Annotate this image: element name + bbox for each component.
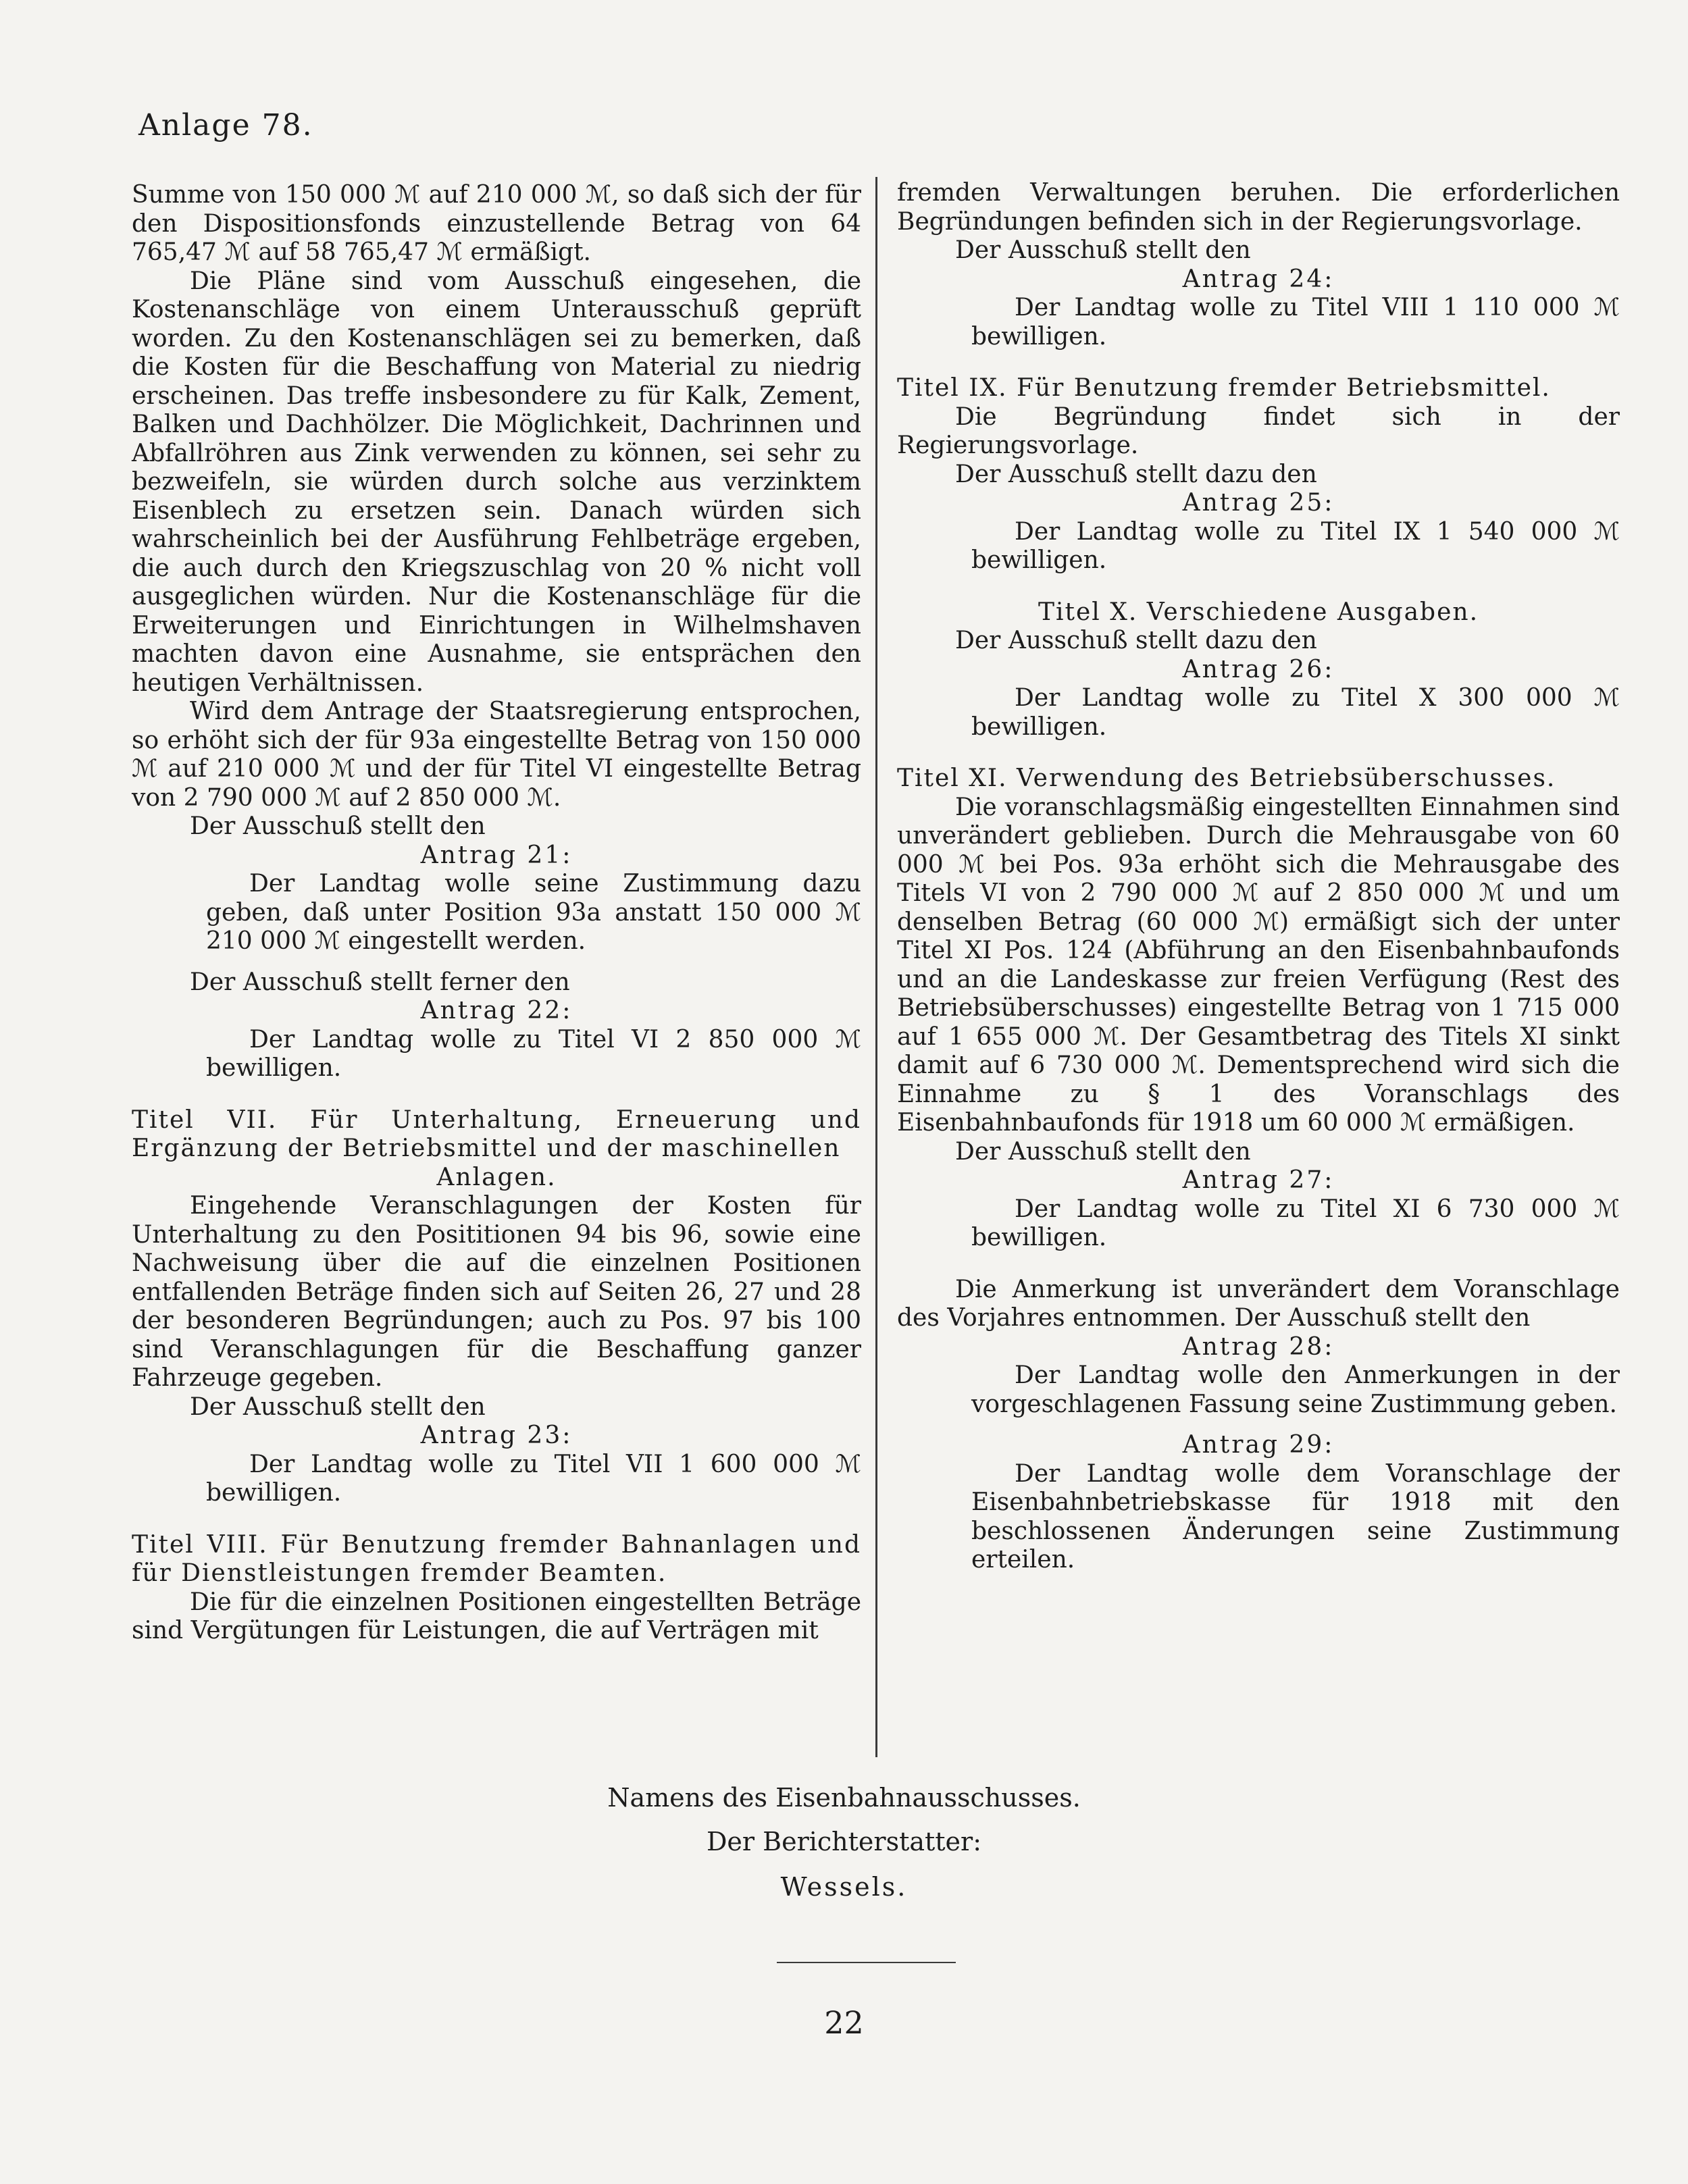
motion-body: Der Landtag wolle seine Zustimmung dazu geben, daß unter Position 93a anstatt 150 000 ℳ 210 000 ℳ eingestellt werden. [206,870,861,955]
motion-heading: Antrag 23: [420,1422,573,1449]
signature-name: Wessels. [780,1872,908,1902]
motion-body: Der Landtag wolle dem Voranschlage der Eisenbahnbetriebskasse für 1918 mit den beschlossenen Änderungen seine Zustimmung erteilen. [971,1459,1620,1574]
motion-intro: Der Ausschuß stellt den [190,812,486,840]
motion-heading: Antrag 28: [1182,1332,1335,1361]
motion-intro: Der Ausschuß stellt den [955,236,1251,264]
motion-intro: Der Ausschuß stellt dazu den [955,460,1317,488]
motion-body: Der Landtag wolle zu Titel XI 6 730 000 ℳ bewilligen. [971,1195,1620,1251]
paragraph: Summe von 150 000 ℳ auf 210 000 ℳ, so daß sich der für den Dispositionsfonds einzustellende Betrag von 64 765,47 ℳ auf 58 765,47 ℳ ermäßigt. [132,181,861,266]
left-column [132,181,861,1646]
annex-header: Anlage 78. [138,108,313,142]
motion-body: Der Landtag wolle zu Titel X 300 000 ℳ bewilligen. [971,684,1620,741]
page-number: 22 [824,2004,864,2041]
footer-rule [777,1962,956,1963]
column-divider [875,177,877,1757]
motion-heading: Antrag 21: [420,841,573,869]
section-heading: Titel IX. Für Benutzung fremder Betriebsmittel. [897,374,1551,402]
right-column [897,179,1620,1575]
motion-heading: Antrag 29: [1182,1431,1335,1459]
signature-role: Der Berichterstatter: [706,1827,982,1856]
motion-heading: Antrag 22: [420,997,573,1024]
motion-intro: Der Ausschuß stellt dazu den [955,627,1317,654]
paragraph: Die Anmerkung ist unverändert dem Voranschlage des Vorjahres entnommen. Der Ausschuß stellt den [897,1275,1620,1332]
paragraph: Die für die einzelnen Positionen eingestellten Beträge sind Vergütungen für Leistungen, die auf Verträgen mit [132,1588,861,1644]
motion-intro: Der Ausschuß stellt den [190,1393,486,1421]
paragraph: Wird dem Antrage der Staatsregierung entsprochen, so erhöht sich der für 93a eingestellte Betrag von 150 000 ℳ auf 210 000 ℳ und der für Titel VI eingestellte Betrag von 2 790 000 ℳ auf 2 850 000 ℳ. [132,698,861,812]
motion-body: Der Landtag wolle zu Titel VI 2 850 000 ℳ bewilligen. [206,1025,861,1082]
paragraph: fremden Verwaltungen beruhen. Die erforderlichen Begründungen befinden sich in der Regierungsvorlage. [897,179,1620,236]
motion-body: Der Landtag wolle zu Titel VII 1 600 000 ℳ bewilligen. [206,1450,861,1507]
motion-intro: Der Ausschuß stellt ferner den [190,968,570,996]
motion-heading: Antrag 27: [1182,1166,1335,1194]
motion-body: Der Landtag wolle den Anmerkungen in der vorgeschlagenen Fassung seine Zustimmung geben. [971,1361,1620,1418]
paragraph: Eingehende Veranschlagungen der Kosten für Unterhaltung zu den Posititionen 94 bis 96, sowie eine Nachweisung über die auf die einzelnen Positionen entfallenden Beträge finden sich auf Seiten 26, 27 und 28 der besonderen Begründungen; auch zu Pos. 97 bis 100 sind Veranschlagungen für die Beschaffung ganzer Fahrzeuge gegeben. [132,1192,861,1392]
motion-body: Der Landtag wolle zu Titel IX 1 540 000 ℳ bewilligen. [971,517,1620,574]
section-heading: Titel VIII. Für Benutzung fremder Bahnanlagen und für Dienstleistungen fremder Beamten. [132,1530,861,1587]
section-heading: Titel X. Verschiedene Ausgaben. [1038,598,1479,626]
section-heading: Titel VII. Für Unterhaltung, Erneuerung und Ergänzung der Betriebsmittel und der maschinellen [132,1106,861,1162]
motion-heading: Antrag 25: [1182,489,1335,517]
motion-intro: Der Ausschuß stellt den [955,1137,1251,1166]
section-heading-cont: Anlagen. [436,1163,557,1191]
section-heading: Titel XI. Verwendung des Betriebsüberschusses. [897,764,1556,792]
paragraph: Die Begründung findet sich in der Regierungsvorlage. [897,402,1620,459]
motion-heading: Antrag 26: [1182,655,1335,683]
signature-committee: Namens des Eisenbahnausschusses. [607,1783,1081,1813]
motion-heading: Antrag 24: [1182,265,1335,293]
motion-body: Der Landtag wolle zu Titel VIII 1 110 000 ℳ bewilligen. [971,294,1620,350]
paragraph: Die Pläne sind vom Ausschuß eingesehen, die Kostenanschläge von einem Unterausschuß geprüft worden. Zu den Kostenanschlägen sei zu bemerken, daß die Kosten für die Beschaffung von Material zu niedrig erscheinen. Das treffe insbesondere zu für Kalk, Zement, Balken und Dachhölzer. Die Möglichkeit, Dachrinnen und Abfallröhren aus Zink verwenden zu können, sei sehr zu bezweifeln, sie würden durch solche aus verzinktem Eisenblech zu ersetzen sein. Danach würden sich wahrscheinlich bei der Ausführung Fehlbeträge ergeben, die auch durch den Kriegszuschlag von 20 % nicht voll ausgeglichen würden. Nur die Kostenanschläge für die Erweiterungen und Einrichtungen in Wilhelmshaven machten davon eine Ausnahme, sie entsprächen den heutigen Verhältnissen. [132,267,861,697]
paragraph: Die voranschlagsmäßig eingestellten Einnahmen sind unverändert geblieben. Durch die Mehrausgabe von 60 000 ℳ bei Pos. 93a erhöht sich die Mehrausgabe des Titels VI von 2 790 000 ℳ auf 2 850 000 ℳ und um denselben Betrag (60 000 ℳ) ermäßigt sich der unter Titel XI Pos. 124 (Abführung an den Eisenbahnbaufonds und an die Landeskasse zur freien Verfügung (Rest des Betriebsüberschusses) eingestellte Betrag von 1 715 000 auf 1 655 000 ℳ. Der Gesamtbetrag des Titels XI sinkt damit auf 6 730 000 ℳ. Dementsprechend wird sich die Einnahme zu § 1 des Voranschlags des Eisenbahnbaufonds für 1918 um 60 000 ℳ ermäßigen. [897,793,1620,1137]
